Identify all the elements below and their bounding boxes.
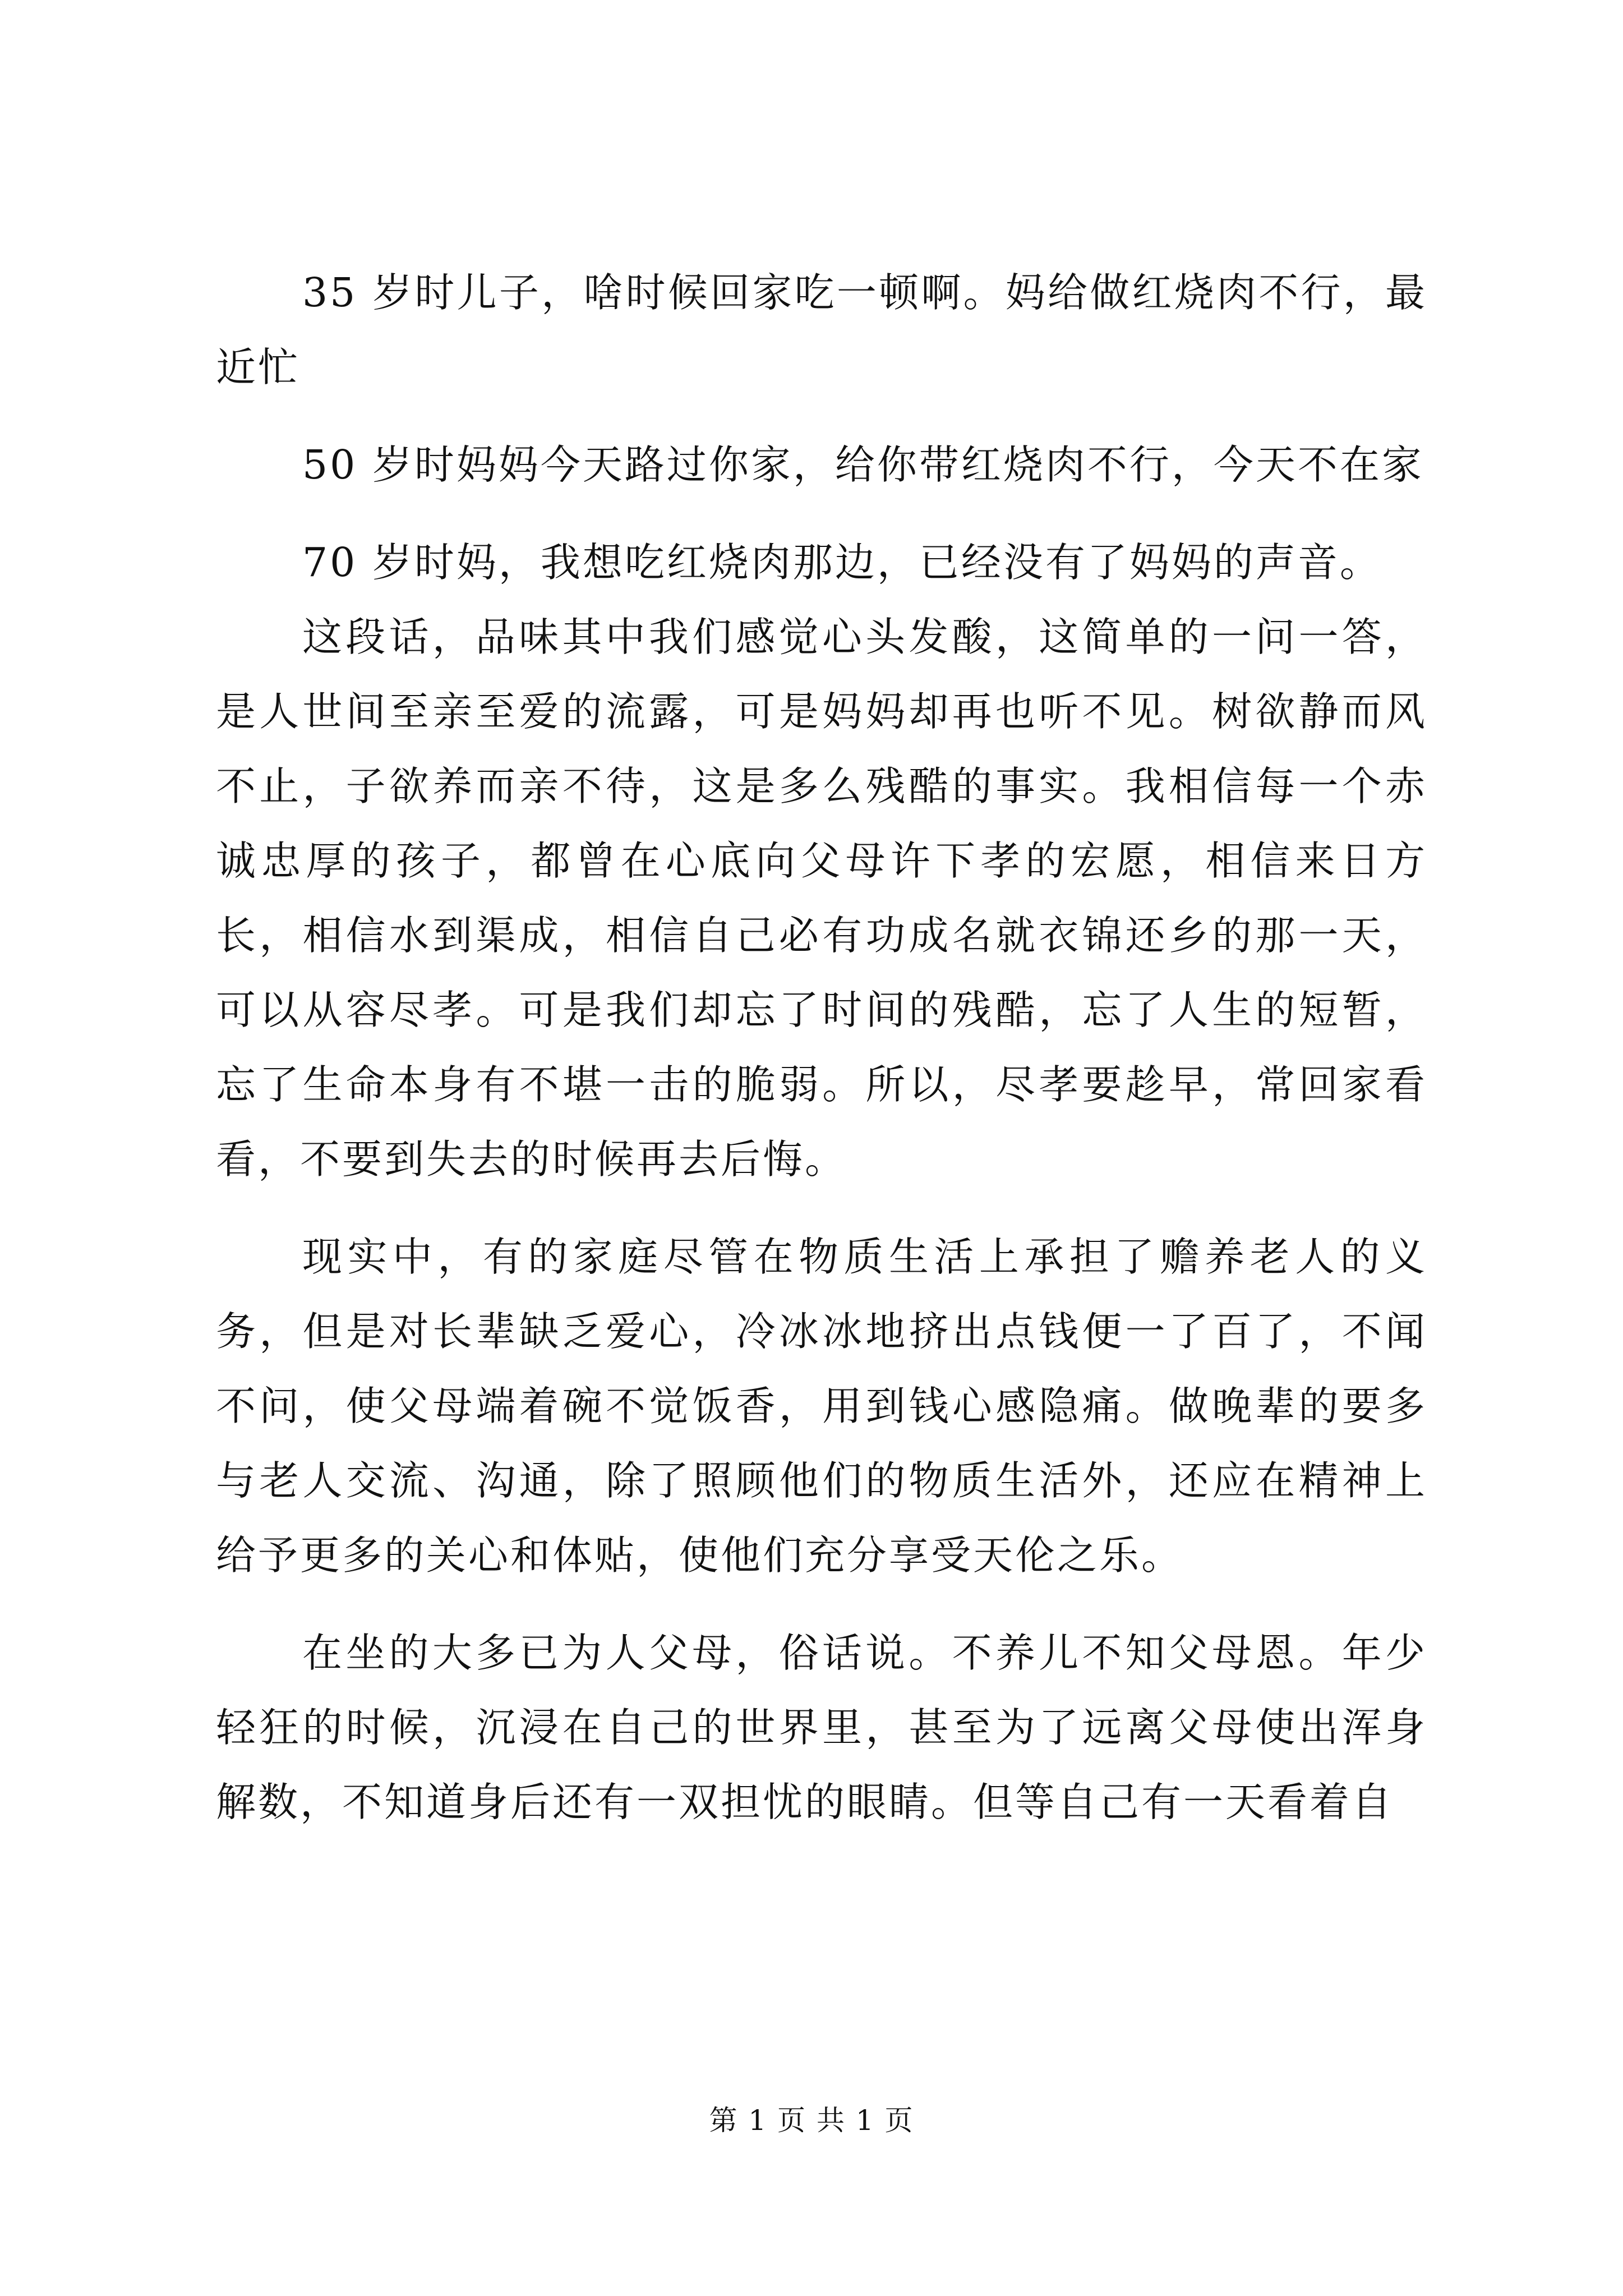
page-footer: 第 1 页 共 1 页 <box>709 2104 914 2137</box>
paragraph-parents: 在坐的大多已为人父母，俗话说。不养儿不知父母恩。年少轻狂的时候，沉浸在自己的世界里，甚至为了远离父母使出浑身解数，不知道身后还有一双担忧的眼睛。但等自己有一天看着自 <box>216 1630 1427 1825</box>
paragraph-reality: 现实中，有的家庭尽管在物质生活上承担了赡养老人的义务，但是对长辈缺乏爱心，冷冰冰地挤出点钱便一了百了，不闻不问，使父母端着碗不觉饭香，用到钱心感隐痛。做晚辈的要多与老人交流、沟通，除了照顾他们的物质生活外，还应在精神上给予更多的关心和体贴，使他们充分享受天伦之乐。 <box>216 1234 1427 1579</box>
document-body <box>216 255 1427 1862</box>
paragraph-35: 35 岁时儿子，啥时候回家吃一顿啊。妈给做红烧肉不行，最近忙 <box>216 269 1427 390</box>
paragraph-reflection: 这段话，品味其中我们感觉心头发酸，这简单的一问一答，是人世间至亲至爱的流露，可是妈妈却再也听不见。树欲静而风不止，子欲养而亲不待，这是多么残酷的事实。我相信每一个赤诚忠厚的孩子，都曾在心底向父母许下孝的宏愿，相信来日方长，相信水到渠成，相信自己必有功成名就衣锦还乡的那一天，可以从容尽孝。可是我们却忘了时间的残酷，忘了人生的短暂，忘了生命本身有不堪一击的脆弱。所以，尽孝要趁早，常回家看看，不要到失去的时候再去后悔。 <box>216 614 1427 1182</box>
paragraph-50: 50 岁时妈妈今天路过你家，给你带红烧肉不行，今天不在家 <box>302 441 1424 488</box>
paragraph-70: 70 岁时妈，我想吃红烧肉那边，已经没有了妈妈的声音。 <box>302 539 1382 586</box>
